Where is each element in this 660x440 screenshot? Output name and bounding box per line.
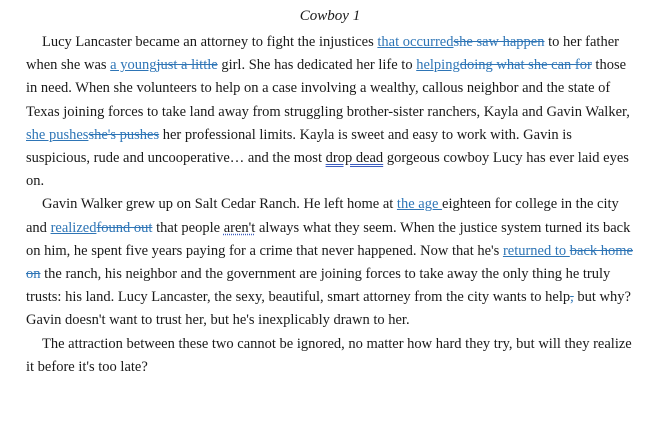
tracked-deletion[interactable]: just a little <box>156 57 218 74</box>
text-run: the ranch, his neighbor and the government are joining forces to take away the only thing he truly trusts: his land. Lucy Lancaster, the sexy, beautiful, smart attorney from the city wants to help <box>26 266 611 306</box>
paragraph[interactable] <box>26 193 634 332</box>
text-run: gorgeous cowboy Lucy has ever laid eyes on. <box>26 150 629 190</box>
paragraph[interactable] <box>26 31 634 193</box>
text-run: those in need. When she volunteers to help on a case involving a wealthy, callous neighbor and the state of Texas joining forces to take land away from struggling brother-sister ranchers, Kayla and Gavin Walker, <box>26 57 630 120</box>
text-run: The attraction between these two cannot be ignored, no matter how hard they try, but will they realize it before it's too late? <box>26 335 632 375</box>
tracked-deletion[interactable]: doing what she can for <box>459 57 592 74</box>
tracked-deletion[interactable]: she saw happen <box>453 34 545 50</box>
tracked-insertion[interactable]: helping <box>416 57 460 74</box>
tracked-insertion[interactable]: realized <box>50 219 97 236</box>
tracked-deletion[interactable]: back home on <box>26 242 633 283</box>
text-run: her professional limits. Kayla is sweet and easy to work with. Gavin is suspicious, rude and uncooperative… and the most <box>26 126 572 167</box>
text-run: that people <box>152 219 224 236</box>
grammar-flag[interactable]: drop dead <box>325 150 384 167</box>
text-run: to her father when she was <box>26 34 619 74</box>
tracked-insertion[interactable]: returned to <box>502 242 570 259</box>
tracked-deletion[interactable]: , <box>570 289 574 306</box>
style-flag[interactable]: aren't <box>223 219 256 236</box>
paragraph[interactable] <box>26 333 634 379</box>
document-body[interactable] <box>26 31 634 379</box>
text-run: Lucy Lancaster became an attorney to fight the injustices <box>42 34 378 50</box>
tracked-deletion[interactable]: she's pushes <box>88 126 160 143</box>
tracked-insertion[interactable]: that occurred <box>377 34 454 50</box>
text-run: eighteen for college in the city and <box>26 196 619 236</box>
document-title: Cowboy 1 <box>299 8 361 24</box>
text-run: Gavin Walker grew up on Salt Cedar Ranch. He left home at <box>42 196 397 213</box>
tracked-insertion[interactable]: she pushes <box>26 126 89 143</box>
tracked-insertion[interactable]: the age <box>396 196 443 213</box>
text-run: girl. She has dedicated her life to <box>217 57 417 74</box>
tracked-deletion[interactable]: found out <box>96 219 153 236</box>
text-run: but why? Gavin doesn't want to trust her, but he's inexplicably drawn to her. <box>26 289 631 329</box>
text-run: always what they seem. When the justice system turned its back on him, he spent five years paying for a crime that never happened. Now that he's <box>26 219 631 259</box>
tracked-insertion[interactable]: a young <box>110 57 157 74</box>
